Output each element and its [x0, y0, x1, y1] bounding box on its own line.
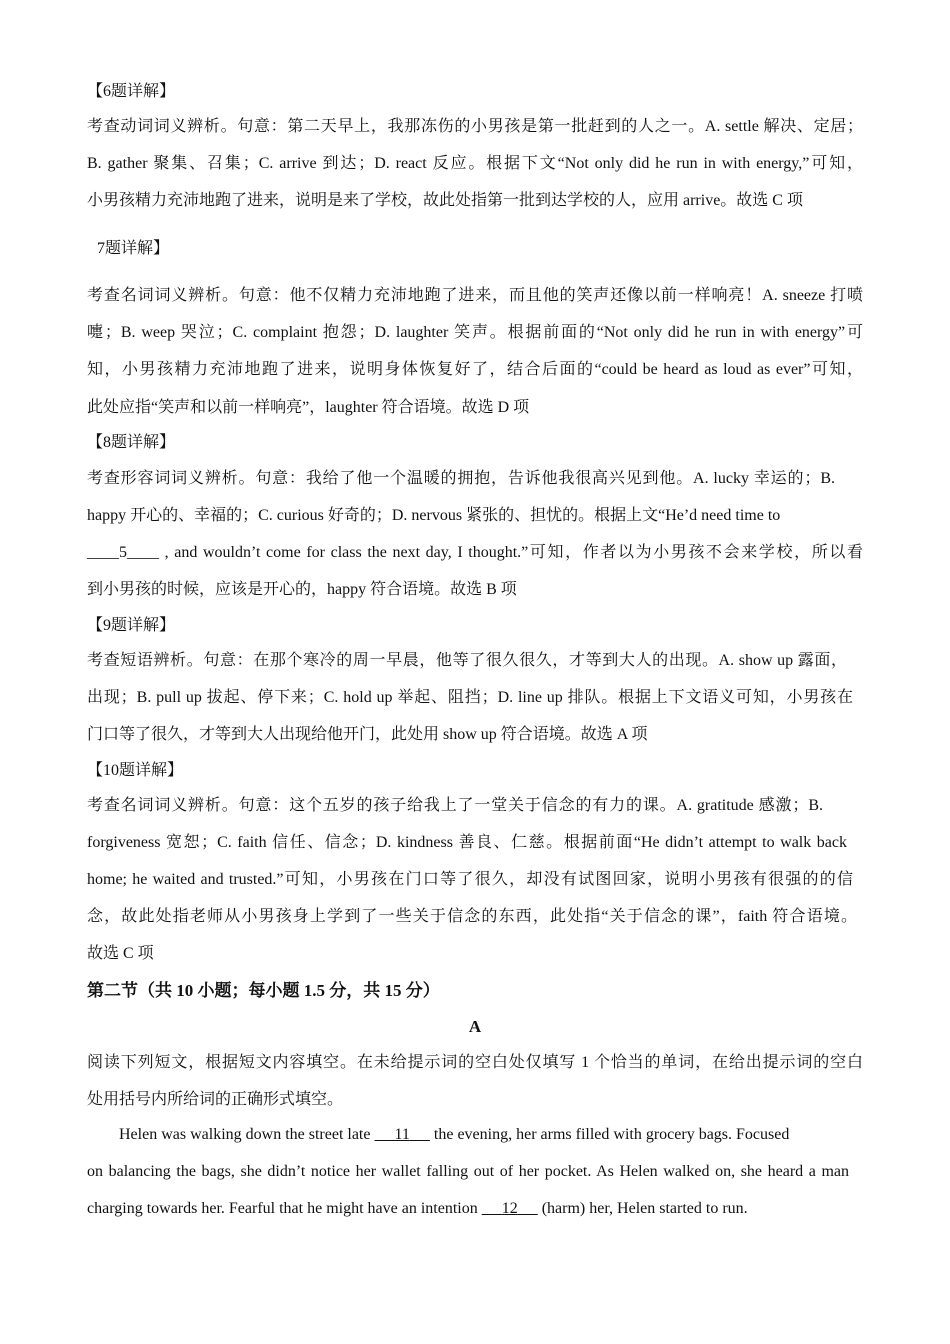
- instructions-line: 阅读下列短文，根据短文内容填空。在未给提示词的空白处仅填写 1 个恰当的单词，在给出提示词的空白: [87, 1054, 863, 1071]
- q7-line: 嚏；B. weep 哭泣；C. complaint 抱怨；D. laughter 笑声。根据前面的“Not only did he run in with energy”可: [87, 324, 863, 341]
- q6-line: 考查动词词义辨析。句意：第二天早上，我那冻伤的小男孩是第一批赶到的人之一。A. settle 解决、定居；: [87, 118, 863, 135]
- blank-12[interactable]: [482, 1200, 538, 1217]
- q9-line: 考查短语辨析。句意：在那个寒冷的周一早晨，他等了很久很久，才等到大人的出现。A. show up 露面，: [87, 652, 847, 669]
- q10-line: home; he waited and trusted.”可知，小男孩在门口等了很久，却没有试图回家，说明小男孩有很强的的信: [87, 871, 853, 888]
- passage-text: charging towards her. Fearful that he might have an intention: [87, 1200, 482, 1217]
- part-heading: A: [468, 1017, 482, 1036]
- blank-number: 11: [394, 1126, 410, 1143]
- passage-line: on balancing the bags, she didn’t notice her wallet falling out of her pocket. As Helen walked on, she heard a man: [87, 1163, 849, 1180]
- blank-number: 12: [501, 1200, 518, 1217]
- q8-line: happy 开心的、幸福的；C. curious 好奇的；D. nervous 紧张的、担忧的。根据上文“He’d need time to: [87, 507, 781, 524]
- section-title: 第二节（共 10 小题；每小题 1.5 分，共 15 分）: [87, 981, 440, 1000]
- q10-line: 念，故此处指老师从小男孩身上学到了一些关于信念的东西，此处指“关于信念的课”，faith 符合语境。: [87, 908, 857, 925]
- q6-heading: 【6题详解】: [87, 83, 176, 100]
- q10-heading: 【10题详解】: [87, 762, 184, 779]
- passage-line: [119, 1124, 863, 1146]
- q9-line: 门口等了很久，才等到大人出现给他开门，此处用 show up 符合语境。故选 A 项: [87, 726, 648, 743]
- q8-line: 到小男孩的时候，应该是开心的，happy 符合语境。故选 B 项: [87, 581, 517, 598]
- passage-text: (harm) her, Helen started to run.: [537, 1200, 748, 1217]
- q6-line: 小男孩精力充沛地跑了进来，说明是来了学校，故此处指第一批到达学校的人，应用 arrive。故选 C 项: [87, 192, 803, 209]
- q8-heading: 【8题详解】: [87, 434, 176, 451]
- q9-line: 出现；B. pull up 拔起、停下来；C. hold up 举起、阻挡；D. line up 排队。根据上下文语义可知，小男孩在: [87, 689, 853, 706]
- blank-11[interactable]: [374, 1126, 429, 1143]
- q10-line: 故选 C 项: [87, 945, 154, 962]
- q7-line: 知，小男孩精力充沛地跑了进来，说明身体恢复好了，结合后面的“could be heard as loud as ever”可知，: [87, 361, 863, 378]
- passage-line: [87, 1198, 863, 1220]
- q10-line: 考查名词词义辨析。句意：这个五岁的孩子给我上了一堂关于信念的有力的课。A. gratitude 感激；B.: [87, 797, 823, 814]
- q7-heading: 7题详解】: [97, 240, 170, 257]
- passage-text: the evening, her arms filled with grocery bags. Focused: [429, 1126, 790, 1143]
- q6-line: B. gather 聚集、召集；C. arrive 到达；D. react 反应。根据下文“Not only did he run in with energy,”可知，: [87, 155, 863, 172]
- q8-line: 考查形容词词义辨析。句意：我给了他一个温暖的拥抱，告诉他我很高兴见到他。A. lucky 幸运的；B.: [87, 470, 835, 487]
- q8-line: ____5____ , and wouldn’t come for class the next day, I thought.”可知，作者以为小男孩不会来学校，所以看: [87, 544, 863, 561]
- q7-line: 此处应指“笑声和以前一样响亮”，laughter 符合语境。故选 D 项: [87, 399, 530, 416]
- passage-text: Helen was walking down the street late: [119, 1126, 375, 1143]
- q10-line: forgiveness 宽恕；C. faith 信任、信念；D. kindness 善良、仁慈。根据前面“He didn’t attempt to walk back: [87, 834, 847, 851]
- q7-line: 考查名词词义辨析。句意：他不仅精力充沛地跑了进来，而且他的笑声还像以前一样响亮！A. sneeze 打喷: [87, 287, 863, 304]
- instructions-line: 处用括号内所给词的正确形式填空。: [87, 1091, 344, 1108]
- q9-heading: 【9题详解】: [87, 617, 176, 634]
